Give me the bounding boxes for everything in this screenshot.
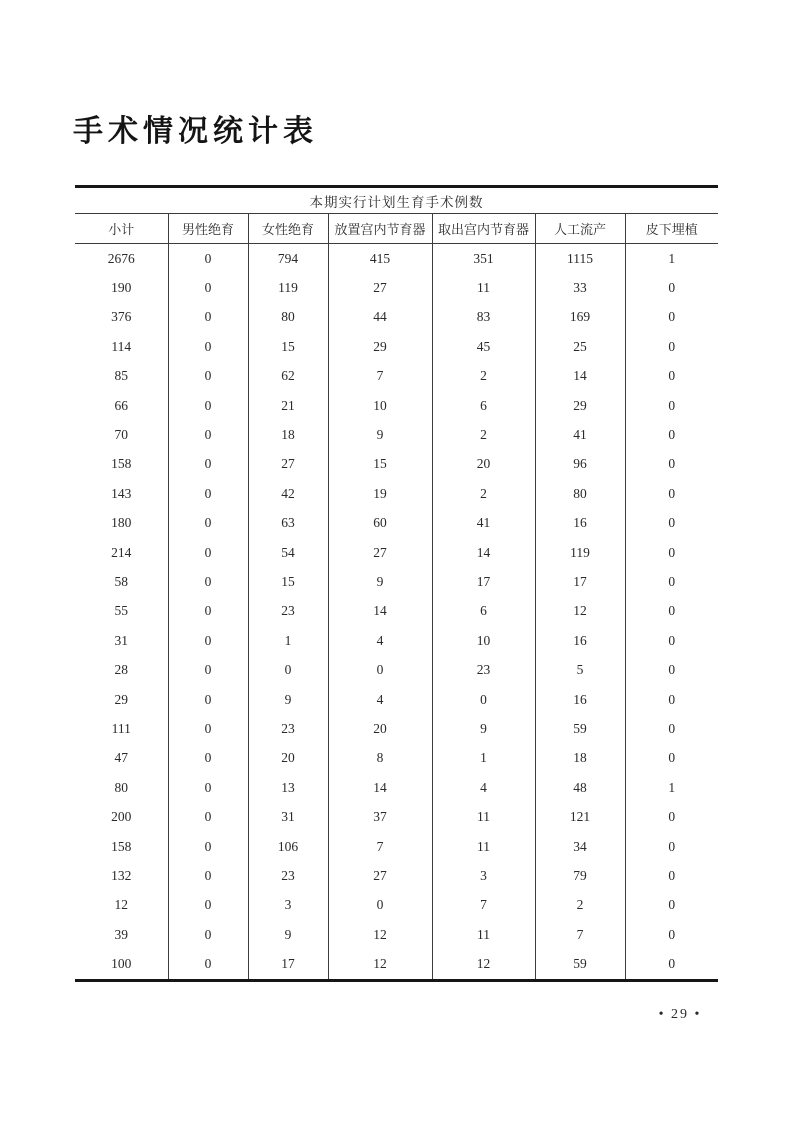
table-cell-subtotal: 190 [111,280,132,296]
table-cell-iud-insertion: 7 [328,832,432,861]
table-row [75,920,718,949]
table-cell-induced-abortion: 7 [535,920,625,949]
table-row [75,949,718,980]
table-cell-induced-abortion: 25 [535,332,625,361]
table-row [75,655,718,684]
table-cell-subdermal-implant: 0 [625,891,718,920]
table-row [75,509,718,538]
table-cell-subtotal: 100 [111,956,132,972]
table-row [75,832,718,861]
table-row [75,597,718,626]
table-cell-subtotal: 158 [111,456,132,472]
table-cell-male-sterilization: 0 [168,420,248,449]
table-cell-male-sterilization: 0 [168,597,248,626]
table-span-header: 本期实行计划生育手术例数 [75,187,718,214]
table-cell-subdermal-implant: 0 [625,567,718,596]
table-cell-subdermal-implant: 0 [625,538,718,567]
table-row [75,450,718,479]
table-cell-subtotal: 55 [114,603,128,619]
table-cell-female-sterilization: 18 [248,420,328,449]
table-cell-iud-insertion: 14 [328,773,432,802]
table-cell-subtotal: 376 [111,309,132,325]
table-row [75,626,718,655]
table-cell-iud-insertion: 27 [328,538,432,567]
column-header-iud-removal: 取出宫内节育器 [432,214,535,244]
table-cell-female-sterilization: 23 [248,597,328,626]
table-cell-induced-abortion: 18 [535,744,625,773]
table-cell-induced-abortion: 17 [535,567,625,596]
table-cell-iud-insertion: 27 [328,861,432,890]
table-cell-iud-insertion: 9 [328,420,432,449]
table-cell-subdermal-implant: 0 [625,861,718,890]
table-cell-induced-abortion: 33 [535,273,625,302]
table-cell-induced-abortion: 96 [535,450,625,479]
table-cell-male-sterilization: 0 [168,538,248,567]
table-cell-iud-insertion: 60 [328,509,432,538]
table-cell-iud-removal: 11 [432,832,535,861]
table-body [75,244,718,981]
table-cell-subdermal-implant: 0 [625,802,718,831]
table-cell-iud-insertion: 37 [328,802,432,831]
table-cell-iud-removal: 11 [432,273,535,302]
table-cell-iud-removal: 41 [432,509,535,538]
table-cell-female-sterilization: 0 [248,655,328,684]
table-cell-iud-removal: 11 [432,920,535,949]
table-cell-subtotal: 200 [111,809,132,825]
table-cell-male-sterilization: 0 [168,479,248,508]
table-cell-iud-removal: 0 [432,685,535,714]
table-cell-induced-abortion: 16 [535,685,625,714]
table-cell-male-sterilization: 0 [168,509,248,538]
table-cell-subdermal-implant: 0 [625,420,718,449]
table-cell-induced-abortion: 5 [535,655,625,684]
table-cell-subdermal-implant: 0 [625,450,718,479]
table-cell-iud-insertion: 27 [328,273,432,302]
table-row [75,273,718,302]
table-cell-subtotal: 47 [114,750,128,766]
table-cell-iud-removal: 4 [432,773,535,802]
table-cell-induced-abortion: 14 [535,362,625,391]
page-number: • 29 • [658,1007,702,1022]
table-cell-iud-removal: 7 [432,891,535,920]
table-cell-iud-insertion: 12 [328,949,432,980]
table-cell-female-sterilization: 1 [248,626,328,655]
table-cell-subdermal-implant: 0 [625,949,718,980]
table-cell-female-sterilization: 17 [248,949,328,980]
table-row [75,891,718,920]
table-cell-iud-insertion: 44 [328,303,432,332]
table-cell-induced-abortion: 1115 [535,244,625,274]
table-cell-subtotal: 29 [114,691,128,707]
table-cell-iud-removal: 14 [432,538,535,567]
table-cell-subtotal: 80 [114,779,128,795]
table-cell-iud-removal: 2 [432,362,535,391]
table-cell-subdermal-implant: 0 [625,832,718,861]
table-cell-female-sterilization: 23 [248,714,328,743]
table-cell-iud-removal: 11 [432,802,535,831]
table-cell-female-sterilization: 9 [248,685,328,714]
table-cell-iud-insertion: 4 [328,626,432,655]
table-cell-iud-removal: 351 [432,244,535,274]
table-cell-male-sterilization: 0 [168,626,248,655]
table-cell-female-sterilization: 23 [248,861,328,890]
table-cell-female-sterilization: 42 [248,479,328,508]
table-cell-iud-removal: 12 [432,949,535,980]
table-cell-subdermal-implant: 0 [625,332,718,361]
table-cell-female-sterilization: 794 [248,244,328,274]
table-span-header-row [75,187,718,214]
column-header-male-sterilization: 男性绝育 [168,214,248,244]
table-cell-iud-removal: 17 [432,567,535,596]
table-cell-subdermal-implant: 0 [625,714,718,743]
table-cell-male-sterilization: 0 [168,303,248,332]
table-cell-subtotal: 66 [114,397,128,413]
table-cell-iud-insertion: 15 [328,450,432,479]
table-row [75,303,718,332]
table-cell-subdermal-implant: 0 [625,479,718,508]
table-cell-subtotal: 180 [111,515,132,531]
table-cell-induced-abortion: 12 [535,597,625,626]
table-cell-male-sterilization: 0 [168,714,248,743]
table-cell-subdermal-implant: 0 [625,655,718,684]
table-cell-subtotal: 58 [114,573,128,589]
table-cell-female-sterilization: 80 [248,303,328,332]
table-cell-subtotal: 85 [114,368,128,384]
table-cell-iud-insertion: 29 [328,332,432,361]
table-cell-female-sterilization: 31 [248,802,328,831]
table-cell-female-sterilization: 9 [248,920,328,949]
table-cell-subtotal: 214 [111,544,132,560]
page-title: 手术情况统计表 [73,115,318,148]
table-row [75,332,718,361]
column-header-induced-abortion: 人工流产 [535,214,625,244]
table-cell-subtotal: 111 [111,720,131,736]
table-row [75,685,718,714]
table-cell-induced-abortion: 59 [535,714,625,743]
table-cell-female-sterilization: 15 [248,332,328,361]
table-row [75,479,718,508]
table-cell-male-sterilization: 0 [168,802,248,831]
table-cell-iud-removal: 3 [432,861,535,890]
table-cell-iud-insertion: 19 [328,479,432,508]
table-cell-iud-removal: 2 [432,479,535,508]
table-cell-male-sterilization: 0 [168,567,248,596]
table-cell-male-sterilization: 0 [168,949,248,980]
table-cell-subtotal: 28 [114,662,128,678]
column-header-iud-insertion: 放置宫内节育器 [328,214,432,244]
table-cell-male-sterilization: 0 [168,362,248,391]
table-cell-induced-abortion: 59 [535,949,625,980]
table-cell-male-sterilization: 0 [168,244,248,274]
table-cell-female-sterilization: 119 [248,273,328,302]
table-cell-subtotal: 143 [111,485,132,501]
table-cell-male-sterilization: 0 [168,773,248,802]
table-cell-iud-removal: 10 [432,626,535,655]
table-cell-induced-abortion: 48 [535,773,625,802]
table-cell-male-sterilization: 0 [168,391,248,420]
table-cell-male-sterilization: 0 [168,655,248,684]
table-cell-subdermal-implant: 0 [625,920,718,949]
table-cell-female-sterilization: 13 [248,773,328,802]
table-cell-iud-removal: 6 [432,597,535,626]
table-cell-iud-removal: 23 [432,655,535,684]
table-cell-subdermal-implant: 0 [625,626,718,655]
table-cell-induced-abortion: 169 [535,303,625,332]
table-cell-iud-removal: 2 [432,420,535,449]
table-cell-iud-insertion: 0 [328,891,432,920]
table-cell-male-sterilization: 0 [168,685,248,714]
table-cell-iud-removal: 20 [432,450,535,479]
table-cell-subdermal-implant: 0 [625,303,718,332]
table-cell-induced-abortion: 119 [535,538,625,567]
table-cell-iud-insertion: 4 [328,685,432,714]
table-row [75,714,718,743]
table-cell-female-sterilization: 15 [248,567,328,596]
table-cell-iud-removal: 1 [432,744,535,773]
table-cell-induced-abortion: 29 [535,391,625,420]
table-cell-subdermal-implant: 0 [625,273,718,302]
table-cell-iud-insertion: 415 [328,244,432,274]
table-row [75,362,718,391]
column-header-female-sterilization: 女性绝育 [248,214,328,244]
table-row [75,744,718,773]
table-cell-induced-abortion: 16 [535,509,625,538]
table-row [75,538,718,567]
table-cell-female-sterilization: 106 [248,832,328,861]
table-cell-subdermal-implant: 1 [625,244,718,274]
table-cell-iud-insertion: 20 [328,714,432,743]
table-cell-subtotal: 114 [111,338,132,354]
table-row [75,244,718,274]
table-cell-induced-abortion: 80 [535,479,625,508]
surgery-stats-table [75,185,718,982]
table-cell-iud-removal: 9 [432,714,535,743]
table-cell-male-sterilization: 0 [168,861,248,890]
table-cell-subtotal: 70 [114,427,128,443]
table-cell-subtotal: 158 [111,838,132,854]
table-cell-iud-removal: 83 [432,303,535,332]
table-cell-iud-insertion: 10 [328,391,432,420]
table-cell-iud-removal: 6 [432,391,535,420]
table-cell-subdermal-implant: 0 [625,362,718,391]
table-row [75,773,718,802]
table-cell-subdermal-implant: 0 [625,744,718,773]
table-cell-subdermal-implant: 0 [625,391,718,420]
column-header-subdermal-implant: 皮下埋植 [625,214,718,244]
table-cell-subtotal: 132 [111,867,132,883]
table-cell-subtotal: 12 [114,897,128,913]
table-row [75,861,718,890]
table-cell-male-sterilization: 0 [168,891,248,920]
table-cell-iud-insertion: 8 [328,744,432,773]
table-cell-iud-insertion: 14 [328,597,432,626]
table-cell-induced-abortion: 16 [535,626,625,655]
table-cell-induced-abortion: 121 [535,802,625,831]
table-cell-female-sterilization: 3 [248,891,328,920]
table-cell-subtotal: 39 [114,926,128,942]
table-cell-male-sterilization: 0 [168,450,248,479]
table-cell-induced-abortion: 79 [535,861,625,890]
table-cell-female-sterilization: 54 [248,538,328,567]
table-cell-iud-insertion: 9 [328,567,432,596]
table-row [75,391,718,420]
table-cell-female-sterilization: 20 [248,744,328,773]
table-cell-subdermal-implant: 0 [625,509,718,538]
table-cell-induced-abortion: 2 [535,891,625,920]
column-header-subtotal: 小计 [75,214,168,244]
table-row [75,802,718,831]
table-cell-subtotal: 2676 [107,250,135,266]
table-cell-iud-removal: 45 [432,332,535,361]
table-cell-subdermal-implant: 1 [625,773,718,802]
table-cell-male-sterilization: 0 [168,832,248,861]
table-cell-subdermal-implant: 0 [625,597,718,626]
table-cell-iud-insertion: 12 [328,920,432,949]
table-cell-iud-insertion: 0 [328,655,432,684]
table-cell-female-sterilization: 63 [248,509,328,538]
table-cell-subtotal: 31 [114,632,128,648]
table-cell-male-sterilization: 0 [168,332,248,361]
table-cell-male-sterilization: 0 [168,744,248,773]
table-cell-induced-abortion: 34 [535,832,625,861]
table-cell-female-sterilization: 27 [248,450,328,479]
table-cell-male-sterilization: 0 [168,273,248,302]
table-column-header-row [75,214,718,244]
table-cell-male-sterilization: 0 [168,920,248,949]
table-cell-iud-insertion: 7 [328,362,432,391]
table-row [75,420,718,449]
table-cell-subdermal-implant: 0 [625,685,718,714]
table-cell-induced-abortion: 41 [535,420,625,449]
table-cell-female-sterilization: 21 [248,391,328,420]
table-cell-female-sterilization: 62 [248,362,328,391]
table-row [75,567,718,596]
